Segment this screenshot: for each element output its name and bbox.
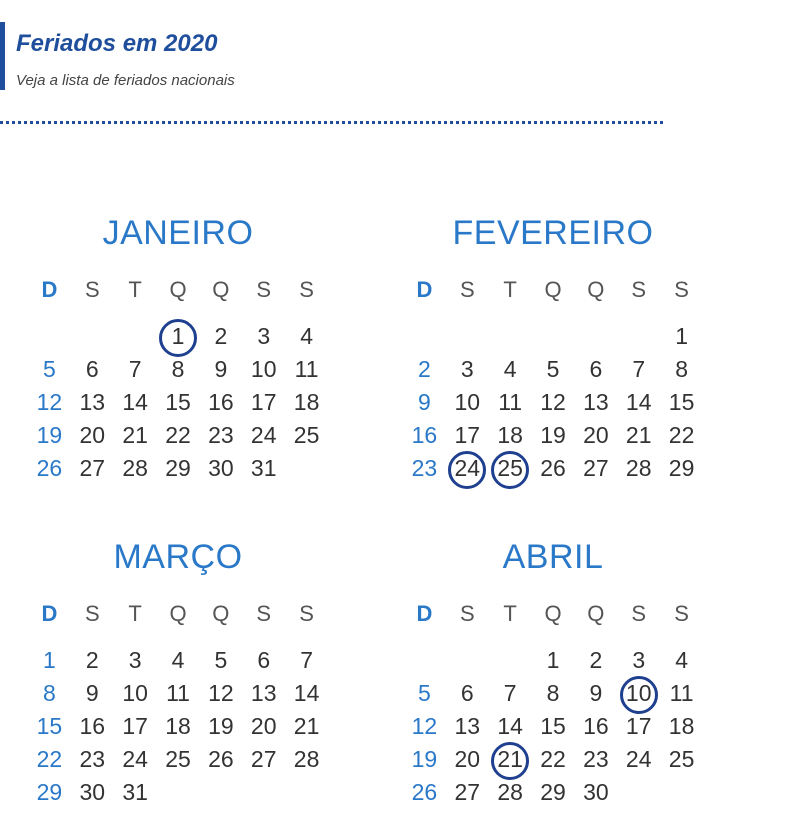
day-cell: 9 [214,356,228,382]
day-cell [285,452,328,485]
day-cell: 2 [214,323,228,349]
weekday-label: S [84,601,100,626]
month-calendar-february [403,213,703,485]
day-cell [114,320,157,353]
day-cell [71,320,114,353]
day-cell: 4 [171,647,185,673]
day-cell: 21 [122,422,148,448]
week-row [28,710,328,743]
weekday-label: S [256,277,272,302]
day-cell: 23 [208,422,234,448]
day-cell: 15 [540,713,566,739]
day-cell [489,644,532,677]
day-cell: 10 [454,389,481,415]
weekday-header-row [403,273,703,306]
weekday-header-row [28,597,328,630]
header-accent-bar [0,22,5,90]
day-cell: 28 [625,455,652,481]
holiday-day-cell: 1 [157,320,200,353]
day-cell: 23 [583,746,609,772]
day-cell: 1 [675,323,688,349]
week-row [28,386,328,419]
weekday-label: D [41,277,58,302]
day-cell: 29 [36,779,63,805]
day-cell: 12 [36,389,63,415]
weekday-label: D [416,277,433,302]
day-cell: 22 [165,422,191,448]
weekday-label: T [128,601,142,626]
day-cell: 14 [497,713,523,739]
holiday-day-cell: 10 [617,677,660,710]
day-cell: 6 [589,356,603,382]
week-row [28,776,328,809]
day-cell: 29 [540,779,566,805]
day-cell: 3 [128,647,142,673]
weekday-label: S [631,601,647,626]
day-cell: 29 [165,455,191,481]
weekday-header-row [403,597,703,630]
day-cell: 19 [540,422,566,448]
day-cell: 12 [540,389,566,415]
weekday-label: S [674,277,689,302]
weekday-label: S [256,601,272,626]
week-row [403,386,703,419]
week-row [403,776,703,809]
day-cell: 10 [122,680,148,706]
month-name: MARÇO [113,538,243,576]
week-row [28,452,328,485]
day-cell: 24 [625,746,652,772]
weekday-label: T [503,277,517,302]
day-cell: 4 [675,647,688,673]
holiday-day-cell: 21 [489,743,532,776]
week-row [403,710,703,743]
weekday-header-row [28,273,328,306]
month-name: JANEIRO [102,214,254,252]
day-cell: 3 [460,356,474,382]
day-cell: 28 [122,455,148,481]
holiday-day-cell: 24 [446,452,489,485]
day-cell: 26 [411,779,438,805]
weekday-label: D [416,601,433,626]
weekday-label: T [128,277,142,302]
day-cell: 13 [79,389,106,415]
day-cell: 12 [411,713,438,739]
day-cell: 23 [79,746,106,772]
month-calendar-april [403,537,703,809]
day-cell: 3 [632,647,646,673]
weekday-label: D [41,601,58,626]
day-cell: 16 [583,713,609,739]
day-cell: 7 [632,356,646,382]
day-cell: 2 [418,356,431,382]
day-cell: 27 [79,455,106,481]
day-cell: 7 [128,356,142,382]
day-cell: 4 [503,356,517,382]
day-cell [617,776,660,809]
day-cell: 21 [293,713,320,739]
day-cell: 22 [668,422,695,448]
day-cell: 13 [583,389,609,415]
day-cell: 8 [546,680,560,706]
day-cell: 19 [208,713,234,739]
day-cell: 20 [79,422,106,448]
week-row [403,419,703,452]
month-name: ABRIL [502,538,604,576]
day-cell: 14 [625,389,652,415]
day-cell: 15 [165,389,191,415]
day-cell: 28 [293,746,320,772]
day-cell [157,776,200,809]
weekday-label: Q [544,601,562,626]
day-cell: 18 [165,713,191,739]
weekday-label: S [631,277,647,302]
month-calendar-january [28,213,328,485]
day-cell: 11 [294,356,319,382]
day-cell: 8 [675,356,688,382]
day-cell: 5 [418,680,431,706]
day-cell: 8 [43,680,56,706]
day-cell [199,776,242,809]
day-cell [489,320,532,353]
day-cell: 25 [293,422,320,448]
day-cell: 8 [171,356,185,382]
day-cell: 5 [546,356,560,382]
day-cell: 15 [668,389,695,415]
day-cell: 19 [36,422,63,448]
day-cell: 25 [165,746,191,772]
day-cell: 20 [583,422,609,448]
week-row [28,419,328,452]
day-cell: 28 [497,779,523,805]
weekday-label: Q [544,277,562,302]
week-row [28,353,328,386]
page-title: Feriados em 2020 [16,30,218,57]
day-cell: 1 [43,647,56,673]
day-cell: 30 [79,779,106,805]
day-cell [446,320,489,353]
day-cell: 7 [503,680,517,706]
day-cell: 16 [79,713,106,739]
day-cell [660,776,703,809]
day-cell: 30 [208,455,234,481]
day-cell: 16 [208,389,234,415]
week-row [403,677,703,710]
day-cell: 17 [625,713,652,739]
day-cell: 21 [625,422,652,448]
day-cell: 17 [454,422,481,448]
weekday-label: S [674,601,689,626]
day-cell: 31 [122,779,148,805]
week-row [403,320,703,353]
page-subtitle: Veja a lista de feriados nacionais [16,72,235,89]
day-cell: 14 [122,389,148,415]
day-cell: 3 [257,323,271,349]
day-cell: 11 [166,680,190,706]
day-cell: 5 [214,647,228,673]
weekday-label: Q [212,277,230,302]
day-cell: 20 [454,746,481,772]
weekday-label: Q [587,601,605,626]
day-cell [285,776,328,809]
day-cell: 26 [36,455,63,481]
weekday-label: S [84,277,100,302]
day-cell: 19 [411,746,438,772]
week-row [28,644,328,677]
day-cell: 27 [454,779,481,805]
day-cell: 14 [293,680,320,706]
day-cell: 16 [411,422,438,448]
weekday-label: Q [587,277,605,302]
day-cell: 13 [454,713,481,739]
day-cell: 27 [583,455,609,481]
dotted-divider [0,121,663,124]
day-cell [446,644,489,677]
day-cell: 6 [85,356,99,382]
day-cell: 20 [250,713,277,739]
day-cell: 9 [589,680,603,706]
week-row [28,743,328,776]
day-cell: 27 [250,746,277,772]
day-cell: 6 [257,647,271,673]
day-cell: 15 [36,713,63,739]
weekday-label: S [459,277,475,302]
weekday-label: Q [212,601,230,626]
day-cell: 26 [540,455,566,481]
day-cell: 2 [589,647,603,673]
day-cell: 18 [497,422,523,448]
day-cell: 2 [85,647,99,673]
day-cell: 4 [300,323,313,349]
weekday-label: S [299,277,314,302]
day-cell: 6 [460,680,474,706]
day-cell: 24 [250,422,277,448]
week-row [28,320,328,353]
day-cell [242,776,285,809]
day-cell [574,320,617,353]
day-cell [28,320,71,353]
day-cell: 31 [250,455,277,481]
day-cell: 11 [498,389,523,415]
day-cell: 25 [668,746,695,772]
month-calendar-march [28,537,328,809]
day-cell: 18 [293,389,320,415]
day-cell: 29 [668,455,695,481]
day-cell [403,320,446,353]
day-cell [617,320,660,353]
holiday-day-cell: 25 [489,452,532,485]
month-name: FEVEREIRO [452,214,654,252]
weekday-label: Q [169,601,187,626]
day-cell: 26 [208,746,234,772]
day-cell: 22 [36,746,63,772]
week-row [28,677,328,710]
day-cell: 23 [411,455,438,481]
day-cell: 1 [546,647,560,673]
day-cell: 24 [122,746,148,772]
day-cell [532,320,575,353]
day-cell: 9 [418,389,431,415]
day-cell: 7 [300,647,313,673]
day-cell: 12 [208,680,234,706]
day-cell: 5 [43,356,56,382]
day-cell: 13 [250,680,277,706]
day-cell: 10 [250,356,277,382]
week-row [403,743,703,776]
weekday-label: S [299,601,314,626]
day-cell: 18 [668,713,695,739]
weekday-label: S [459,601,475,626]
day-cell: 17 [122,713,148,739]
weekday-label: T [503,601,517,626]
day-cell: 11 [669,680,694,706]
day-cell: 17 [250,389,277,415]
day-cell: 30 [583,779,609,805]
day-cell [403,644,446,677]
week-row [403,644,703,677]
day-cell: 9 [85,680,99,706]
day-cell: 22 [540,746,566,772]
week-row [403,452,703,485]
week-row [403,353,703,386]
weekday-label: Q [169,277,187,302]
